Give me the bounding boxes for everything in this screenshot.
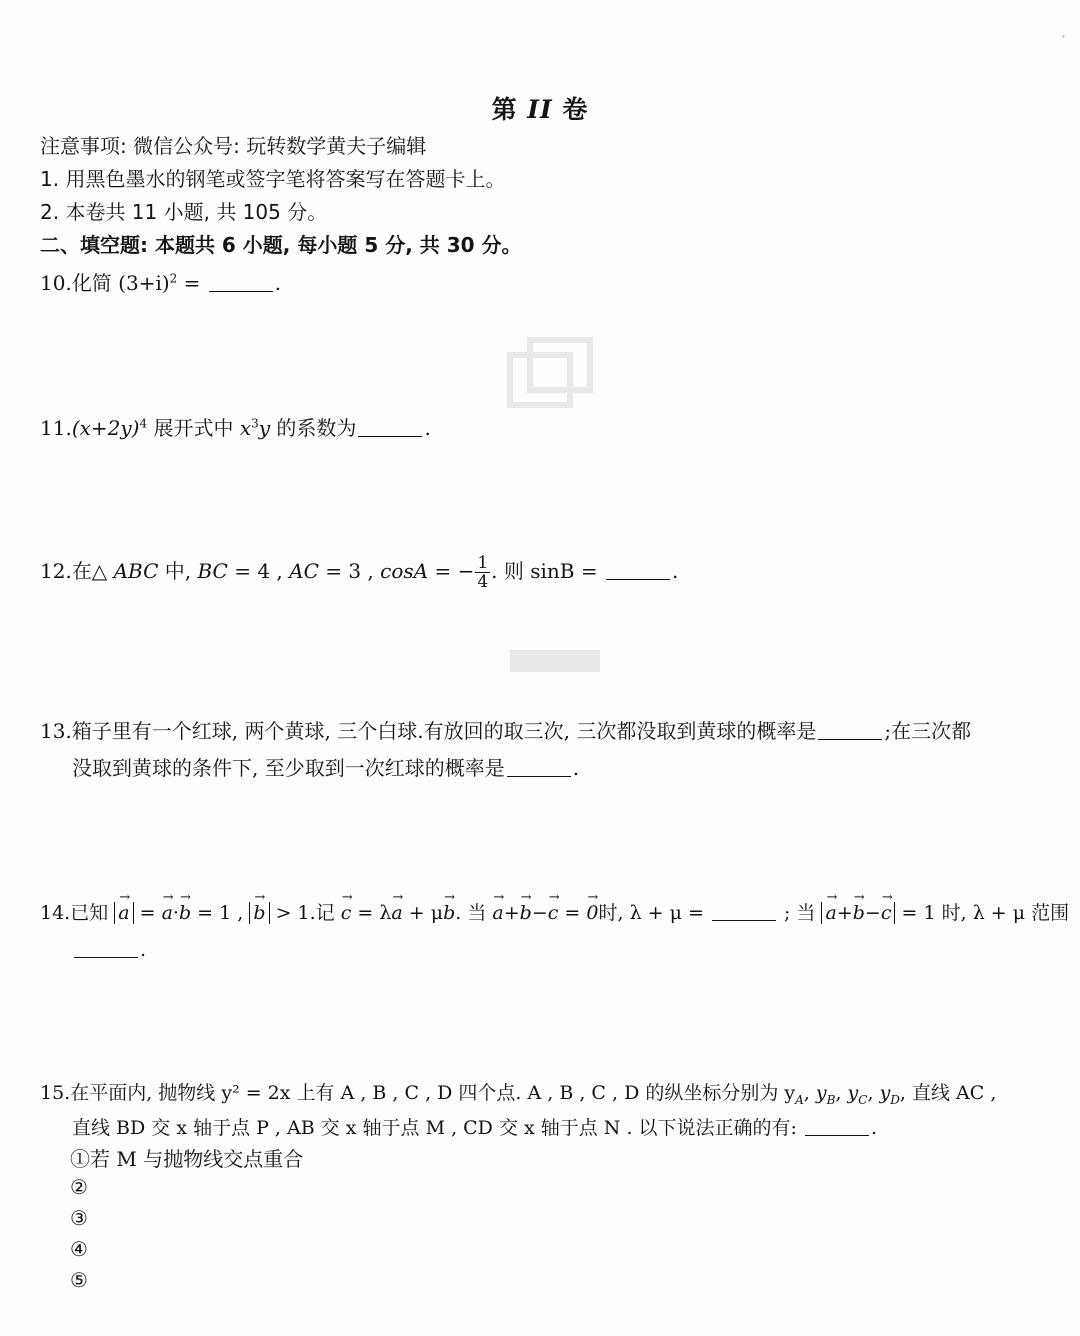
answer-blank[interactable] (358, 418, 422, 437)
section-heading: 二、填空题: 本题共 6 小题, 每小题 5 分, 共 30 分。 (40, 233, 522, 257)
watermark-icon (505, 335, 595, 415)
answer-blank[interactable] (74, 939, 138, 958)
question-10: 10.化简 $(3+i)^2$ = . (40, 271, 282, 295)
question-14: 14.已知 → a = → a·→ b = 1 , → b > 1.记 → c = λ→ a + μ→ b. 当 → a+→ b−→ c = → 0时, λ + μ = ; 当 → a+→ b−→ c = 1 时, λ + μ 范围 . (40, 898, 1069, 961)
answer-blank[interactable] (507, 758, 571, 777)
option-4: ④ (70, 1237, 88, 1261)
answer-blank[interactable] (818, 721, 882, 740)
option-2: ② (70, 1175, 88, 1199)
answer-blank[interactable] (712, 902, 776, 921)
note-item-2: 2. 本卷共 11 小题, 共 105 分。 (40, 200, 328, 224)
fraction: $\frac{1}{4}$ (477, 553, 489, 592)
note-item-1: 1. 用黑色墨水的钢笔或签字笔将答案写在答题卡上。 (40, 167, 506, 191)
notes-header: 注意事项: 微信公众号: 玩转数学黄夫子编辑 (40, 134, 427, 158)
watermark-icon (505, 640, 605, 680)
answer-blank[interactable] (805, 1117, 869, 1136)
question-12: 12.在△ ABC 中, BC = 4 , AC = 3 , cosA = − $\frac{1}{4}$ . 则 sinB = . (40, 553, 679, 592)
answer-blank[interactable] (209, 273, 273, 292)
question-15: 15.在平面内, 抛物线 y² = 2x 上有 A , B , C , D 四个点. A , B , C , D 的纵坐标分别为 $y_A$, $y_B$, $y_C$, $y_D$, 直线 AC , 直线 BD 交 x 轴于点 P , AB 交 x 轴于点 M , CD 交 x 轴于点 N . 以下说法正确的有: . (40, 1082, 997, 1139)
answer-blank[interactable] (606, 561, 670, 580)
question-13: 13.箱子里有一个红球, 两个黄球, 三个白球.有放回的取三次, 三次都没取到黄球的概率是 ;在三次都 没取到黄球的条件下, 至少取到一次红球的概率是 . (40, 719, 972, 780)
question-11: $11.(x+2y)^4$ 展开式中 $x^3y$ 的系数为 . (40, 416, 431, 440)
option-3: ③ (70, 1206, 88, 1230)
option-1: ①若 M 与抛物线交点重合 (70, 1147, 304, 1171)
option-5: ⑤ (70, 1268, 88, 1292)
corner-mark-icon: ˊ (1060, 34, 1066, 48)
page-title: 第 II 卷 (491, 95, 589, 124)
